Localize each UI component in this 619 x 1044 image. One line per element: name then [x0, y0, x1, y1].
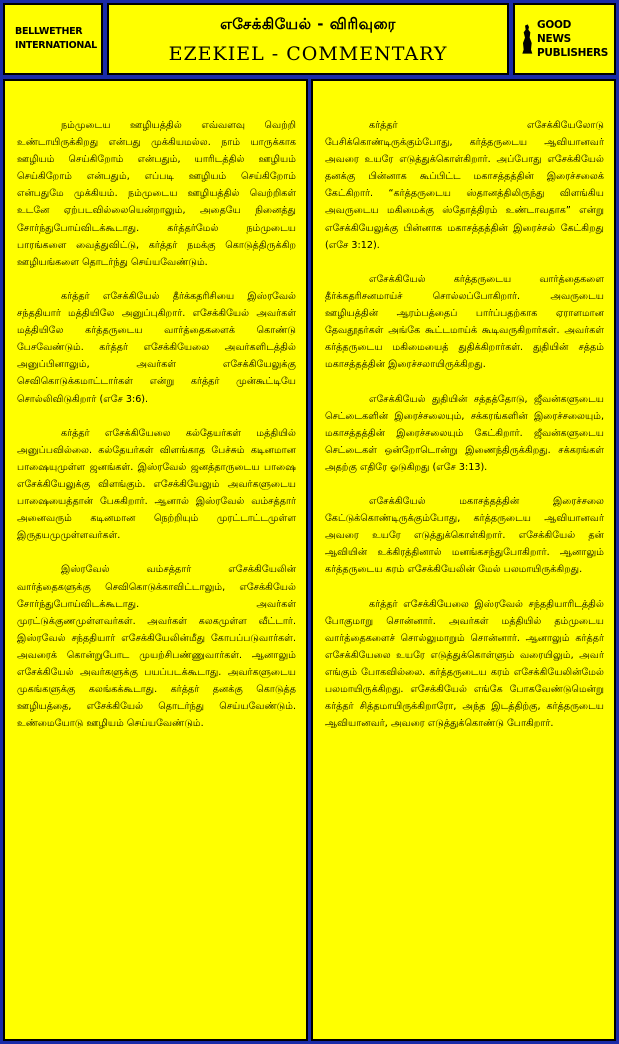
paragraph: எசேக்கியேல் மகாசத்தத்தின் இரைச்சலை கேட்டுக்கொண்டிருக்கும்போது, கர்த்தருடைய ஆவியானவர் அவரை உயரே எடுத்துக்கொள்கிறார். எசேக்கியேல் தன் ஆவியின் உக்கிரத்தினால் மனங்கசந்துபோகிறார். ஆனாலும் கர்த்தருடைய கரம் எசேக்கியேலின் மேல் பலமாயிருக்கிறது.	[325, 496, 604, 576]
paragraph: கர்த்தர் எசேக்கியேலை இஸ்ரவேல் சந்ததியாரிடத்தில் போகுமாறு சொன்னார். அவர்கள் மத்தியில் தம்முடைய வார்த்தைகளைச் சொல்லுமாறும் சொன்னார். ஆனாலும் கர்த்தர் எசேக்கியேலை உயரே எடுத்துக்கொள்ளும் வரையிலும், அவர் எங்கும் போகவில்லை. கர்த்தருடைய கரம் எசேக்கியேலின்மேல் பலமாயிருக்கிறது. எசேக்கியேல் எங்கே போகவேண்டுமென்று கர்த்தர் சித்தமாயிருக்கிறாரோ, அந்த இடத்திற்கு, கர்த்தருடைய ஆவியானவர், அவரை எடுத்துக்கொண்டு போகிறார்.	[325, 598, 604, 730]
logo-left-line2: INTERNATIONAL	[15, 40, 97, 51]
logo-right-line1: GOOD NEWS	[537, 19, 571, 45]
page-title-english: EZEKIEL - COMMENTARY	[168, 43, 448, 65]
paragraph: எசேக்கியேல் கர்த்தருடைய வார்த்தைகளை தீர்க்கதரிசனமாய்ச் சொல்லப்போகிறார். அவருடைய ஊழியத்தின் ஆரம்பத்தைப் பார்ப்பதற்காக ஏராளமான தேவதூதர்கள் அங்கே கூட்டமாய்க் கூடிவருகிறார்கள். அவர்கள் கர்த்தருடைய மகிமையைத் துதிக்கிறார்கள். துதியின் சத்தம் மகாசத்தத்தின் இரைச்சலாயிருக்கிறது.	[325, 273, 604, 371]
logo-right-line2: PUBLISHERS	[537, 47, 608, 59]
good-news-horse-icon	[521, 15, 533, 63]
logo-left-line1: BELLWETHER	[15, 26, 83, 37]
good-news-publishers-logo	[513, 3, 616, 75]
right-column	[311, 79, 616, 1041]
bellwether-logo	[3, 3, 103, 75]
paragraph: கர்த்தர் எசேக்கியேலை கல்தேயர்கள் மத்தியில் அனுப்பவில்லை. கல்தேயர்கள் விளங்காத பேச்சும் கடினமான பாஷையுமுள்ள ஜனங்கள். இஸ்ரவேல் ஜனத்தாருடைய பாஷை எசேக்கியேலுக்கு விளங்கும். எசேக்கியேலும் அவர்களுடைய பாஷையைத்தான் பேசுகிறார். ஆனால் இஸ்ரவேல் வம்சத்தார் அனைவரும் கடினமான நெற்றியும் முரட்டாட்டமுள்ள இருதயமுமுள்ளவர்கள்.	[17, 427, 296, 542]
paragraph: இஸ்ரவேல் வம்சத்தார் எசேக்கியேலின் வார்த்தைகளுக்கு செவிகொடுக்காவிட்டாலும், எசேக்கியேல் சோர்ந்துபோய்விடக்கூடாது. அவர்கள் முரட்டுக்குணமுள்ளவர்கள். அவர்கள் கலகமுள்ள வீட்டார். இஸ்ரவேல் சந்ததியார் எசேக்கியேலின்மீது கோபப்படுவார்கள். அவரைக் கொன்றுபோட முயற்சிபண்ணுவார்கள். ஆனாலும் எசேக்கியேல் அவர்களுக்கு பயப்படக்கூடாது. அவர்களுடைய முகங்களுக்கு கலங்கக்கூடாது. கர்த்தர் தனக்கு கொடுத்த ஊழியத்தை, எசேக்கியேல் தொடர்ந்து செய்யவேண்டும். உண்மையோடு ஊழியம் செய்யவேண்டும்.	[17, 564, 296, 730]
paragraph: கர்த்தர் எசேக்கியேல் தீர்க்கதரிசியை இஸ்ரவேல் சந்ததியார் மத்தியிலே அனுப்புகிறார். எசேக்கியேல் அவர்கள் மத்தியிலே கர்த்தருடைய வார்த்தைகளைக் கொண்டு பேசவேண்டும். கர்த்தர் எசேக்கியேலை அவர்களிடத்தில் அனுப்பினாலும், அவர்கள் எசேக்கியேலுக்கு செவிகொடுக்கமாட்டார்கள் என்று கர்த்தர் முன்கூட்டியே சொல்லிவிடுகிறார் (எசே 3:6).	[17, 290, 296, 405]
page-title-tamil: எசேக்கியேல் - விரிவுரை	[220, 15, 396, 33]
paragraph: கர்த்தர் எசேக்கியேலோடு பேசிக்கொண்டிருக்கும்போது, கர்த்தருடைய ஆவியானவர் அவரை உயரே எடுத்துக்கொள்கிறார். அப்போது எசேக்கியேல் தனக்கு பின்னாக கூப்பிட்ட மகாசத்தத்தின் இரைச்சலைக் கேட்கிறார். “கர்த்தருடைய ஸ்தானத்திலிருந்து விளங்கிய அவருடைய மகிமைக்கு ஸ்தோத்திரம் உண்டாவதாக” என்று எசேக்கியேலுக்கு பின்னாக மகாசத்தத்தின் இரைச்சல் கேட்கிறது (எசே 3:12).	[325, 120, 604, 251]
paragraph: நம்முடைய ஊழியத்தில் எவ்வளவு வெற்றி உண்டாயிருக்கிறது என்பது முக்கியமல்ல. நாம் யாருக்காக ஊழியம் செய்கிறோம் என்பதும், யாரிடத்தில் ஊழியம் செய்கிறோம் என்பதும், எப்படி ஊழியம் செய்கிறோம் என்பதுமே முக்கியம். நம்முடைய ஊழியத்தில் வெற்றிகள் உடனே ஏற்படவில்லையென்றாலும், அதையே நினைத்து சோர்ந்துபோய்விடக்கூடாது. கர்த்தர்மேல் நம்முடைய பாரங்களை வைத்துவிட்டு, கர்த்தர் நமக்கு கொடுத்திருக்கிற ஊழியங்களை தொடர்ந்து செய்யவேண்டும்.	[17, 120, 296, 268]
paragraph: எசேக்கியேல் துதியின் சத்தத்தோடு, ஜீவன்களுடைய செட்டைகளின் இரைச்சலையும், சக்கரங்களின் இரைச்சலையும், மகாசத்தத்தின் இரைச்சலையும் கேட்கிறார். ஜீவன்களுடைய செட்டைகள் ஒன்றோடொன்று இணைந்திருக்கிறது. சக்கரங்கள் அதற்கு எதிரே ஓடுகிறது (எசே 3:13).	[325, 393, 604, 473]
left-column	[3, 79, 308, 1041]
title-banner	[107, 3, 509, 75]
